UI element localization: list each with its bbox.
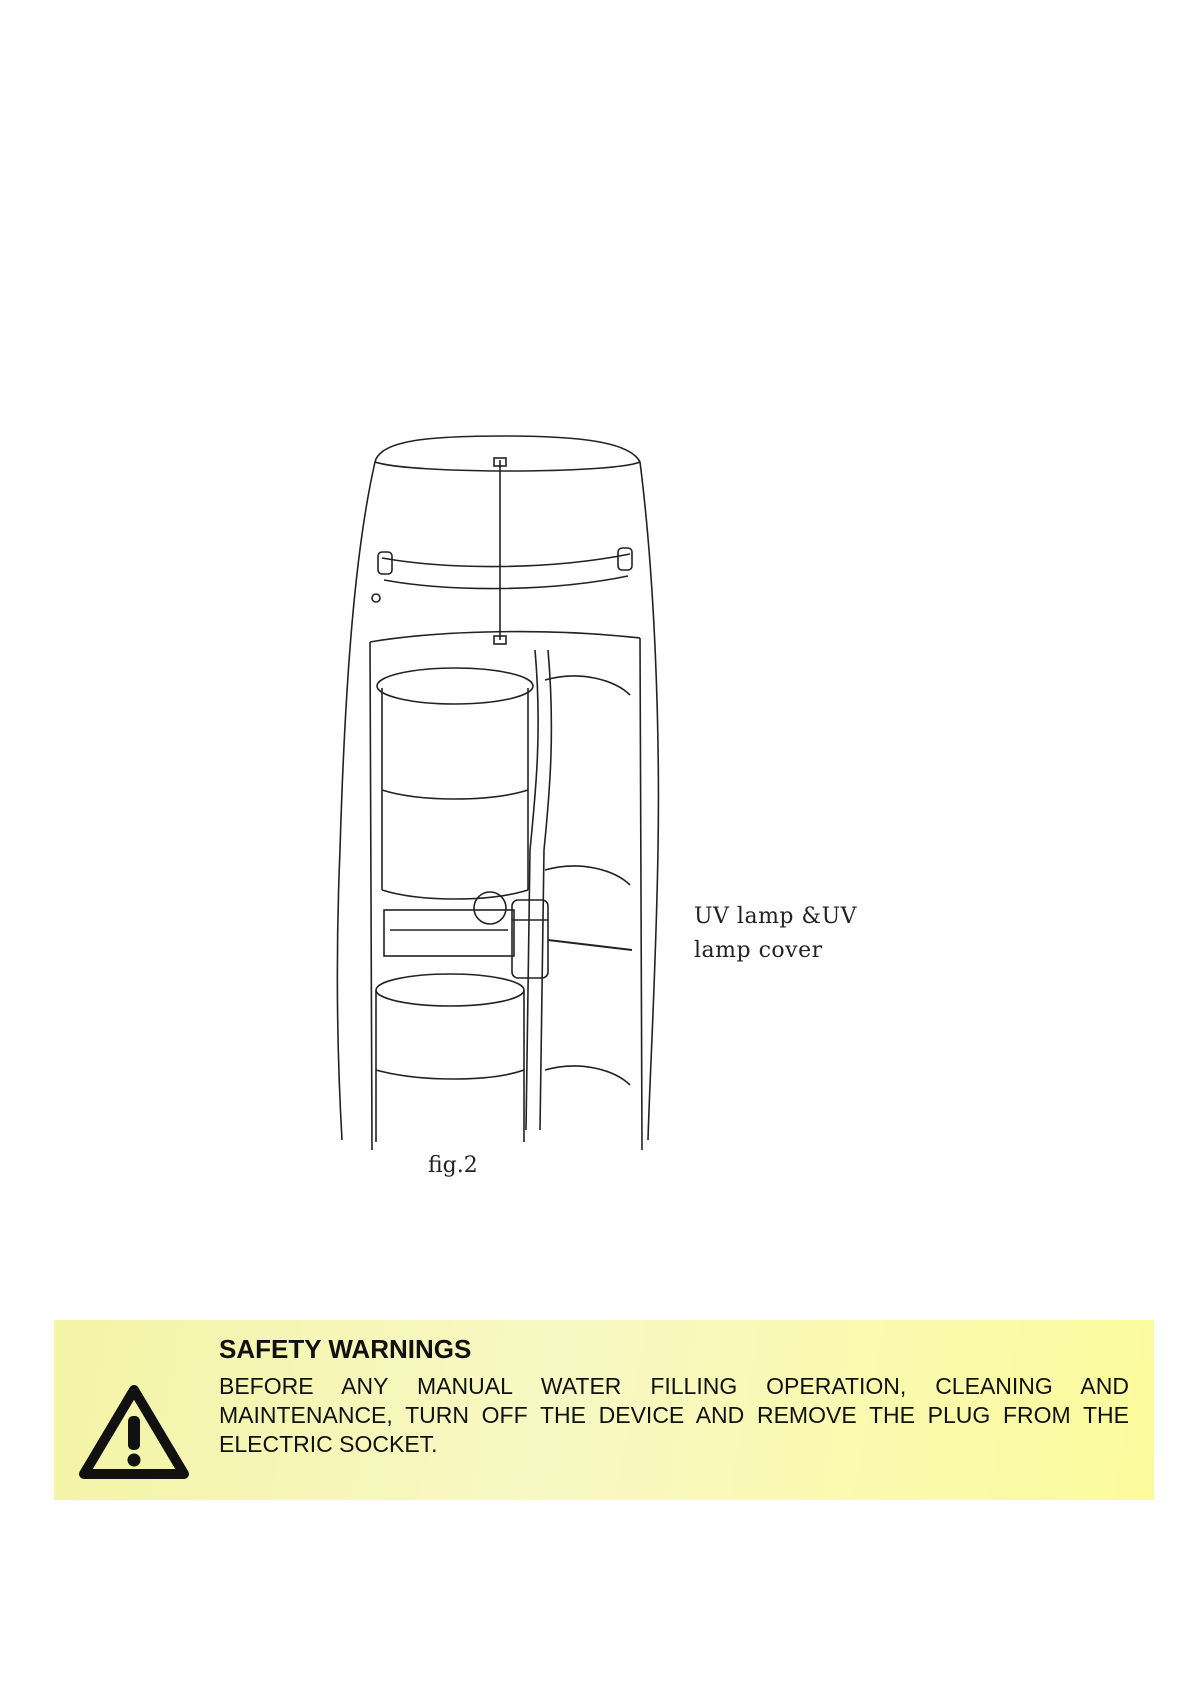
warning-triangle-icon <box>76 1380 192 1484</box>
uv-lamp-callout <box>694 900 857 968</box>
safety-warning-box <box>54 1320 1154 1500</box>
device-diagram <box>330 430 890 1178</box>
uv-lamp-callout-line1: UV lamp &UV <box>694 904 858 929</box>
warning-body: BEFORE ANY MANUAL WATER FILLING OPERATION, CLEANING AND MAINTENANCE, TURN OFF THE DEVICE AND REMOVE THE PLUG FROM THE ELECTRIC SOCKET. <box>219 1373 1129 1457</box>
air-cooler-line-drawing <box>330 430 890 1150</box>
warning-title: SAFETY WARNINGS <box>219 1334 472 1364</box>
figure-caption: fig.2 <box>428 1153 478 1178</box>
uv-lamp-callout-line2: lamp cover <box>694 938 823 963</box>
